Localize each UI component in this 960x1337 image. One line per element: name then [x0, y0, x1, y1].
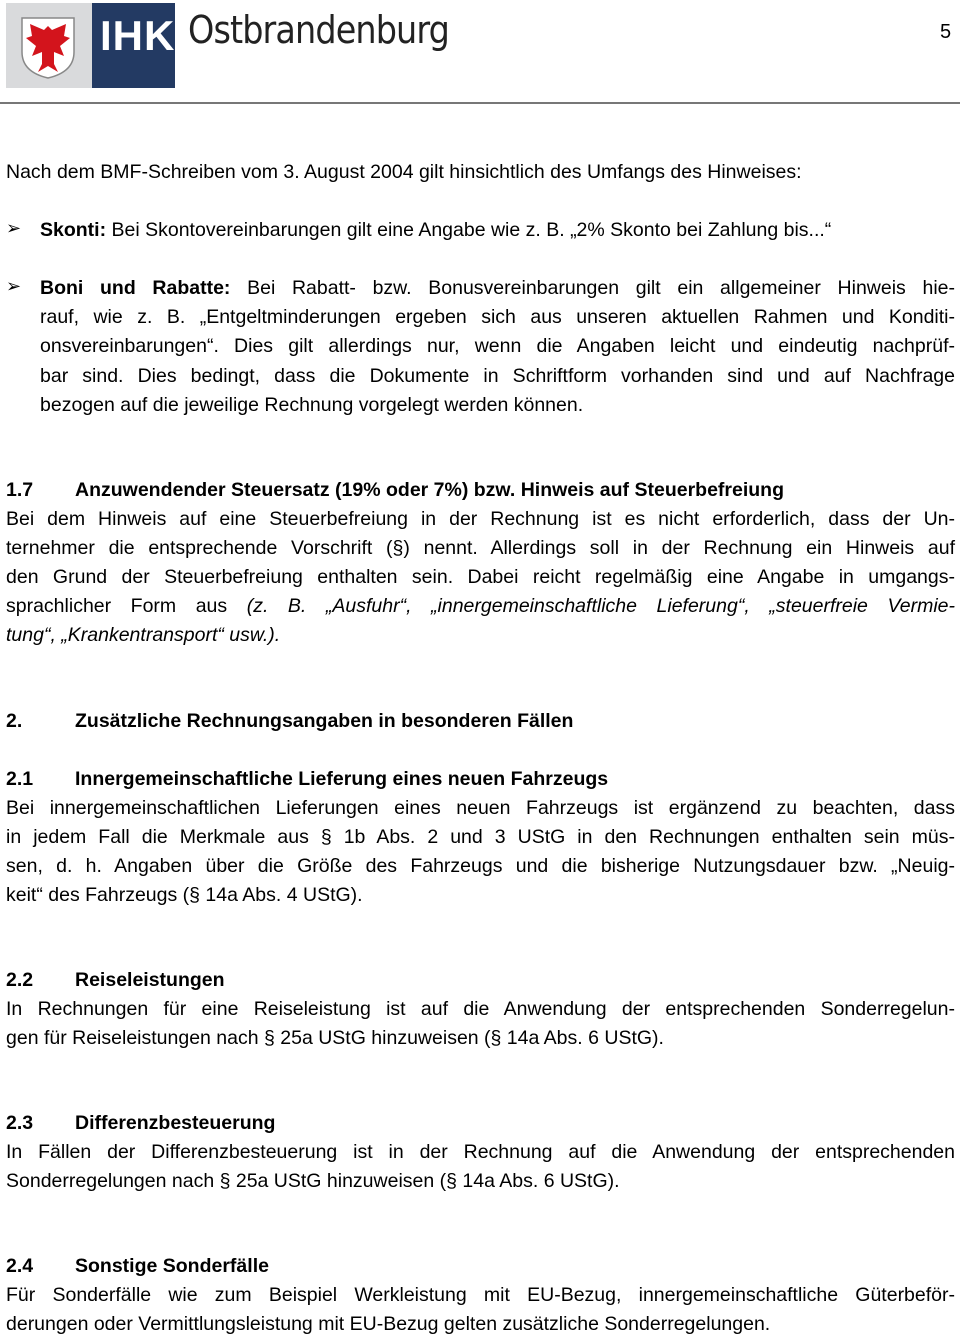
brandenburg-eagle-icon — [20, 16, 76, 80]
text-run: Bei dem Hinweis auf eine Steuerbefreiung in der Rechnung ist es nicht erforderlich, dass der Un- — [6, 508, 955, 530]
text-line — [40, 364, 955, 388]
text-run: Boni und Rabatte: — [40, 277, 231, 299]
text-line — [40, 218, 955, 242]
text-run: den Grund der Steuerbefreiung enthalten sein. Dabei reicht regelmäßig eine Angabe in umgangs- — [6, 566, 955, 588]
text-line — [6, 825, 955, 849]
section-heading: Differenzbesteuerung — [75, 1112, 276, 1134]
text-line — [6, 565, 955, 589]
text-run: In Rechnungen für eine Reiseleistung ist auf die Anwendung der entsprechenden Sonderregelun- — [6, 998, 955, 1020]
section-heading: Anzuwendender Steuersatz (19% oder 7%) bzw. Hinweis auf Steuerbefreiung — [75, 479, 784, 501]
text-run: Nach dem BMF-Schreiben vom 3. August 2004 gilt hinsichtlich des Umfangs des Hinweises: — [6, 161, 802, 183]
text-line — [40, 305, 955, 329]
section-number: 2. — [6, 710, 23, 732]
text-line — [6, 1312, 955, 1336]
logo-name: Ostbrandenburg — [188, 8, 450, 52]
text-run: In Fällen der Differenzbesteuerung ist in der Rechnung auf die Anwendung der entsprechenden — [6, 1141, 955, 1163]
text-run: tung“, „Krankentransport“ usw.). — [6, 624, 281, 646]
text-line — [6, 1283, 955, 1307]
text-run: Bei Rabatt- bzw. Bonusvereinbarungen gilt ein allgemeiner Hinweis hie- — [230, 277, 955, 299]
section-heading: Sonstige Sonderfälle — [75, 1255, 269, 1277]
text-line — [6, 594, 955, 618]
text-line — [6, 623, 955, 647]
text-run: sen, d. h. Angaben über die Größe des Fahrzeugs und die bisherige Nutzungsdauer bzw. „Neuig- — [6, 855, 955, 877]
text-run: in jedem Fall die Merkmale aus § 1b Abs. 2 und 3 UStG in den Rechnungen enthalten sein müs- — [6, 826, 955, 848]
text-line — [6, 507, 955, 531]
text-run: rauf, wie z. B. „Entgeltminderungen ergeben sich aus unseren aktuellen Rahmen und Konditi- — [40, 306, 955, 328]
text-line — [40, 393, 955, 417]
text-run: Sonderregelungen nach § 25a UStG hinzuweisen (§ 14a Abs. 6 UStG). — [6, 1170, 620, 1192]
text-run: bar sind. Dies bedingt, dass die Dokumente in Schriftform vorhanden sind und auf Nachfrage — [40, 365, 955, 387]
text-run: Bei Skontovereinbarungen gilt eine Angabe wie z. B. „2% Skonto bei Zahlung bis...“ — [106, 219, 832, 241]
section-number: 2.1 — [6, 768, 34, 790]
section-heading: Zusätzliche Rechnungsangaben in besonderen Fällen — [75, 710, 574, 732]
text-run: Bei innergemeinschaftlichen Lieferungen eines neuen Fahrzeugs ist ergänzend zu beachten, dass — [6, 797, 955, 819]
section-heading: Innergemeinschaftliche Lieferung eines neuen Fahrzeugs — [75, 768, 609, 790]
text-run: Skonti: — [40, 219, 107, 241]
text-line — [40, 334, 955, 358]
text-line — [40, 276, 955, 300]
page-number: 5 — [940, 21, 952, 43]
text-line — [6, 997, 955, 1021]
text-line — [6, 1140, 955, 1164]
bullet-arrow-icon: ➢ — [6, 218, 22, 238]
text-run: sprachlicher Form aus — [6, 595, 247, 617]
text-run: derungen oder Vermittlungsleistung mit EU-Bezug gelten zusätzliche Sonderregelungen. — [6, 1313, 771, 1335]
text-line — [6, 883, 955, 907]
text-line — [6, 1026, 955, 1050]
bullet-arrow-icon: ➢ — [6, 276, 22, 296]
text-run: bezogen auf die jeweilige Rechnung vorgelegt werden können. — [40, 394, 584, 416]
text-line — [6, 796, 955, 820]
text-line — [6, 854, 955, 878]
section-number: 2.4 — [6, 1255, 34, 1277]
text-line — [6, 1169, 955, 1193]
text-run: Für Sonderfälle wie zum Beispiel Werkleistung mit EU-Bezug, innergemeinschaftliche Güterbeför- — [6, 1284, 955, 1306]
text-run: (z. B. „Ausfuhr“, „innergemeinschaftliche Lieferung“, „steuerfreie Vermie- — [246, 595, 955, 617]
header-divider — [0, 102, 960, 104]
section-number: 1.7 — [6, 479, 34, 501]
section-number: 2.3 — [6, 1112, 34, 1134]
text-line — [6, 160, 955, 184]
section-number: 2.2 — [6, 969, 34, 991]
text-run: keit“ des Fahrzeugs (§ 14a Abs. 4 UStG). — [6, 884, 363, 906]
section-heading: Reiseleistungen — [75, 969, 225, 991]
text-run: onsvereinbarungen“. Dies gilt allerdings nur, wenn die Angaben leicht und eindeutig nachprüf- — [40, 335, 955, 357]
text-run: ternehmer die entsprechende Vorschrift (§) nennt. Allerdings soll in der Rechnung ein Hinweis auf — [6, 537, 955, 559]
logo-ihk-text: IHK — [100, 12, 176, 59]
text-run: gen für Reiseleistungen nach § 25a UStG hinzuweisen (§ 14a Abs. 6 UStG). — [6, 1027, 664, 1049]
text-line — [6, 536, 955, 560]
